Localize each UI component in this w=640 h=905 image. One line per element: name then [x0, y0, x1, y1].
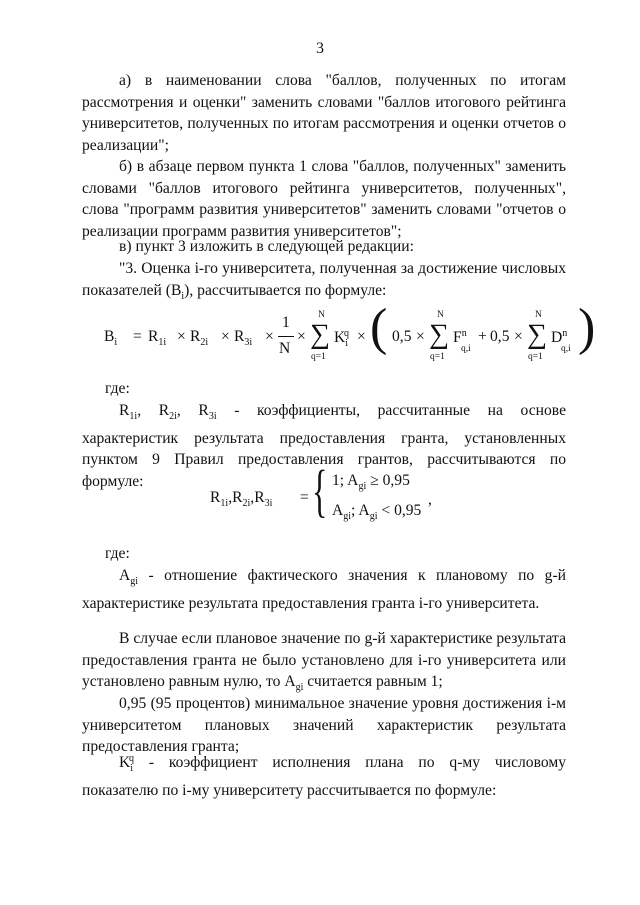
where-label-1: где:	[105, 380, 130, 397]
paragraph-3: "3. Оценка i-го университета, полученная за достижение числовых показателей $(B_i)$, рассчитывается по формуле:	[82, 260, 566, 302]
a-symbol: $A_{gi}$	[119, 567, 139, 587]
formula-b: $B_i$ = $R_{1i}$ × $R_{2i}$ × $R_{3i}$ × 1 N × N ∑ q=1 $K_i^q$ × ( 0,5 × N ∑ q=1 $F^n$ q,i + 0,5 × N ∑ q=1 $D^n$ q,i )	[104, 299, 596, 362]
paragraph-coefficients: $R_{1i}$, $R_{2i}$, $R_{3i}$ - коэффициенты, рассчитанные на основе характеристик результата предоставления гранта, установленных пунктом 9 Правил предоставления грантов, рассчитываются по формуле:	[82, 402, 567, 490]
paragraph-kq: $K_i^q$ - коэффициент исполнения плана по q-му числовому показателю по i-му университету рассчитывается по формуле:	[82, 753, 566, 799]
b-symbol: $B_i$	[170, 281, 185, 302]
paragraph-case: В случае если плановое значение по g-й характеристике результата предоставления гранта не было установлено для i-го университета или установлено равным нулю, то $A_{gi}$ считается равным 1;	[82, 630, 566, 693]
paragraph-v: в) пункт 3 изложить в следующей редакции:	[119, 238, 414, 255]
paragraph-a: а) в наименовании слова "баллов, полученных по итогам рассмотрения и оценки" заменить словами "баллов итогового рейтинга университетов, полученных по итогам рассмотрения и оценки отчетов о реализации";	[82, 72, 566, 154]
paragraph-b: б) в абзаце первом пункта 1 слова "баллов, полученных" заменить словами "баллов итогового рейтинга университетов, полученных", слова "программ развития университетов" заменить словами "отчетов о реализации программ развития университетов";	[82, 158, 566, 240]
where-label-2: где:	[105, 545, 130, 562]
formula-r: $R_{1i},R_{2i},R_{3i}$ = { 1; $A_{gi} \ge 0,95$ $A_{gi}$; $A_{gi} < 0,95$ ,	[210, 458, 432, 523]
a-symbol-inline: $A_{gi}$	[284, 673, 304, 693]
r-symbols: $R_{1i}$, $R_{2i}$, $R_{3i}$	[119, 402, 217, 422]
k-symbol: $K_i^q$	[119, 753, 135, 774]
paragraph-min: 0,95 (95 процентов) минимальное значение уровня достижения i-м университетом плановых значений характеристик результата предоставления гранта;	[82, 695, 566, 755]
page-number: 3	[316, 40, 324, 57]
paragraph-agi: $A_{gi}$ - отношение фактического значения к плановому по g-й характеристике результата предоставления гранта i-го университета.	[82, 567, 566, 612]
